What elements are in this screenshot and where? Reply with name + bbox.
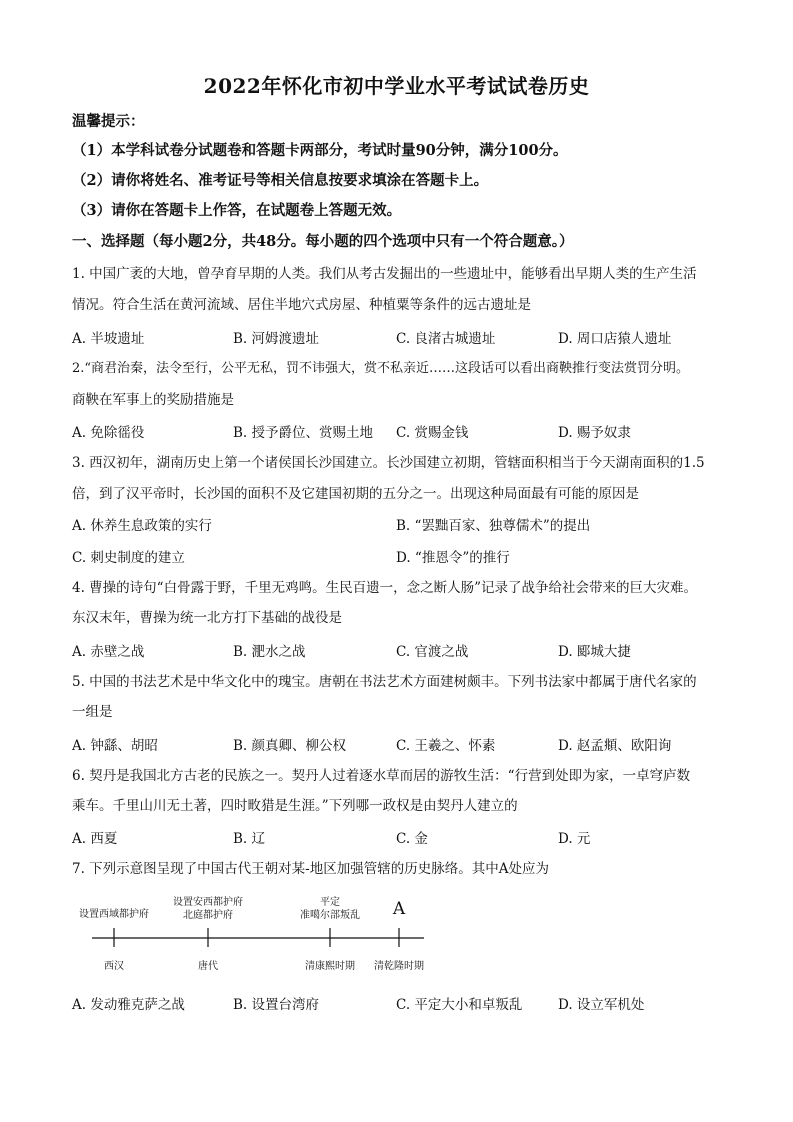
timeline-diagram xyxy=(72,893,452,975)
q4-option-b: B. 淝水之战 xyxy=(233,644,306,660)
q1-option-b: B. 河姆渡遗址 xyxy=(233,331,320,347)
q5-option-d: D. 赵孟頫、欧阳询 xyxy=(558,738,672,754)
timeline-event-3-bottom: 清康熙时期 xyxy=(305,961,355,972)
q7-option-b: B. 设置台湾府 xyxy=(233,997,320,1013)
q7-option-a: A. 发动雅克萨之战 xyxy=(72,997,185,1013)
question-5-line-2: 一组是 xyxy=(72,704,113,720)
q1-option-d: D. 周口店猿人遗址 xyxy=(558,331,672,347)
question-1-line-2: 情况。符合生活在黄河流域、居住半地穴式房屋、种植粟等条件的远古遗址是 xyxy=(72,297,531,313)
q7-option-d: D. 设立军机处 xyxy=(558,997,645,1013)
q5-option-b: B. 颜真卿、柳公权 xyxy=(233,738,347,754)
timeline-event-2-top-2: 北庭都护府 xyxy=(183,910,233,921)
notice-item-3: （3）请你在答题卡上作答，在试题卷上答题无效。 xyxy=(72,202,402,219)
question-7-line-1: 7. 下列示意图呈现了中国古代王朝对某-地区加强管辖的历史脉络。其中A处应为 xyxy=(72,861,549,877)
exam-title: 2022年怀化市初中学业水平考试试卷历史 xyxy=(203,74,590,98)
q3-option-a: A. 休养生息政策的实行 xyxy=(72,518,212,534)
question-6-line-2: 乘车。千里山川无土著，四时畋猎是生涯。”下列哪一政权是由契丹人建立的 xyxy=(72,798,518,814)
q6-option-c: C. 金 xyxy=(396,831,428,847)
q6-option-d: D. 元 xyxy=(558,831,591,847)
q5-option-a: A. 钟繇、胡昭 xyxy=(72,738,158,754)
q7-option-c: C. 平定大小和卓叛乱 xyxy=(396,997,523,1013)
q4-option-a: A. 赤壁之战 xyxy=(72,644,145,660)
q3-option-b: B. “罢黜百家、独尊儒术”的提出 xyxy=(396,518,591,534)
q2-option-a: A. 免除徭役 xyxy=(72,425,145,441)
timeline-event-3-top-1: 平定 xyxy=(320,897,340,908)
question-2-line-2: 商鞅在军事上的奖励措施是 xyxy=(72,392,234,408)
q6-option-a: A. 西夏 xyxy=(72,831,118,847)
question-5-line-1: 5. 中国的书法艺术是中华文化中的瑰宝。唐朝在书法艺术方面建树颇丰。下列书法家中都属于唐代名家的 xyxy=(72,674,697,690)
section-heading: 一、选择题（每小题2分，共48分。每小题的四个选项中只有一个符合题意。） xyxy=(72,233,574,250)
question-3-line-1: 3. 西汉初年，湖南历史上第一个诸侯国长沙国建立。长沙国建立初期，管辖面积相当于今天湖南面积的1.5 xyxy=(72,455,705,471)
notice-item-1: （1）本学科试卷分试题卷和答题卡两部分，考试时量90分钟，满分100分。 xyxy=(72,142,568,159)
question-3-line-2: 倍，到了汉平帝时，长沙国的面积不及它建国初期的五分之一。出现这种局面最有可能的原因是 xyxy=(72,486,639,502)
q5-option-c: C. 王羲之、怀素 xyxy=(396,738,496,754)
q3-option-c: C. 刺史制度的建立 xyxy=(72,550,185,566)
q4-option-c: C. 官渡之战 xyxy=(396,644,469,660)
timeline-event-3-top-2: 准噶尔部叛乱 xyxy=(300,910,360,921)
q3-option-d: D. “推恩令”的推行 xyxy=(396,550,510,566)
q1-option-c: C. 良渚古城遗址 xyxy=(396,331,496,347)
q2-option-c: C. 赏赐金钱 xyxy=(396,425,469,441)
question-6-line-1: 6. 契丹是我国北方古老的民族之一。契丹人过着逐水草而居的游牧生活：“行营到处即为家，一卓穹庐数 xyxy=(72,768,691,784)
question-4-line-1: 4. 曹操的诗句“白骨露于野，千里无鸡鸣。生民百遗一，念之断人肠”记录了战争给社会带来的巨大灾难。 xyxy=(72,580,697,596)
timeline-event-1-bottom: 西汉 xyxy=(104,961,124,972)
question-4-line-2: 东汉末年，曹操为统一北方打下基础的战役是 xyxy=(72,610,342,626)
q2-option-d: D. 赐予奴隶 xyxy=(558,425,631,441)
timeline-event-4-bottom: 清乾隆时期 xyxy=(374,961,424,972)
notice-heading: 温馨提示： xyxy=(72,113,145,130)
q6-option-b: B. 辽 xyxy=(233,831,266,847)
q2-option-b: B. 授予爵位、赏赐土地 xyxy=(233,425,374,441)
q4-option-d: D. 郾城大捷 xyxy=(558,644,631,660)
timeline-event-4-marker: A xyxy=(392,899,406,919)
question-1-line-1: 1. 中国广袤的大地，曾孕育早期的人类。我们从考古发掘出的一些遗址中，能够看出早期人类的生产生活 xyxy=(72,266,697,282)
timeline-event-1-top: 设置西域都护府 xyxy=(79,909,149,920)
question-2-line-1: 2.“商君治秦，法令至行，公平无私，罚不讳强大，赏不私亲近……这段话可以看出商鞅推行变法赏罚分明。 xyxy=(72,361,690,376)
timeline-event-2-top-1: 设置安西都护府 xyxy=(173,897,243,908)
notice-item-2: （2）请你将姓名、准考证号等相关信息按要求填涂在答题卡上。 xyxy=(72,172,489,189)
q1-option-a: A. 半坡遗址 xyxy=(72,331,145,347)
timeline-event-2-bottom: 唐代 xyxy=(198,961,218,972)
